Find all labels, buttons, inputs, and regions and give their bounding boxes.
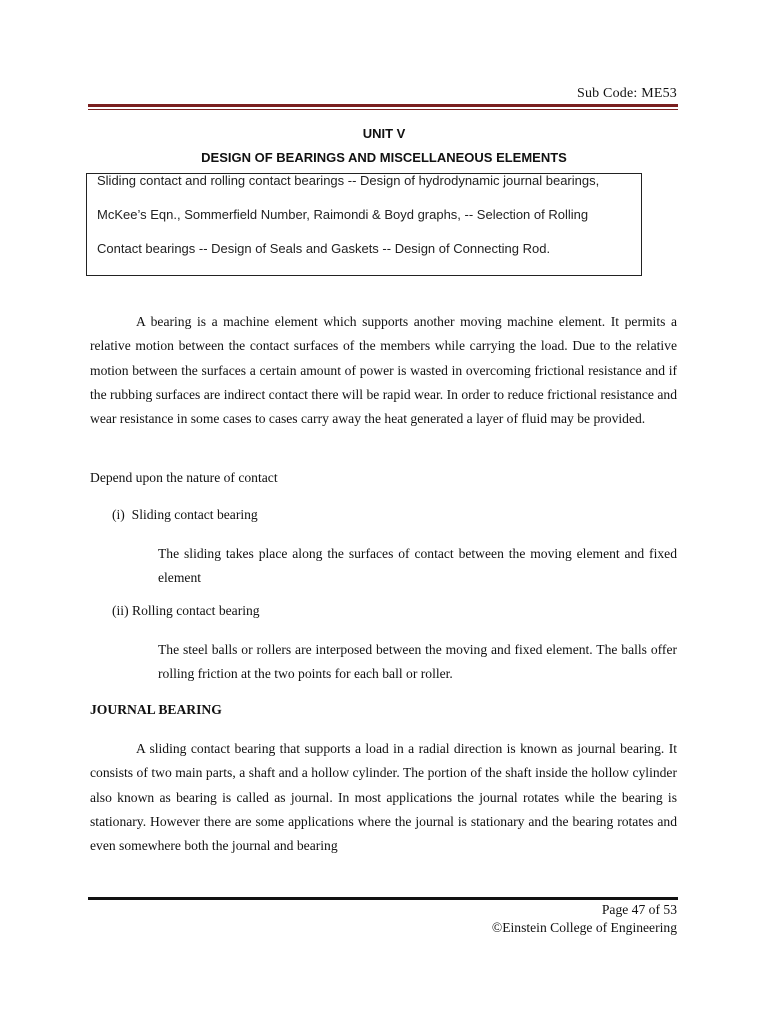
header-rule-thick — [88, 104, 678, 107]
unit-label: UNIT V — [362, 126, 406, 141]
list-item-label: (i) Sliding contact bearing — [112, 507, 258, 522]
list-item-description: The steel balls or rollers are interposed between the moving and fixed element. The balls offer rolling friction at the two points for each ball or roller. — [158, 642, 677, 682]
header-rule-thin — [88, 109, 678, 110]
syllabus-line: Contact bearings -- Design of Seals and Gaskets -- Design of Connecting Rod. — [97, 241, 551, 256]
intro-text: A bearing is a machine element which supports another moving machine element. It permits a relative motion between the contact surfaces of the members while carrying the load. Due to the relative motion between the surfaces a certain amount of power is wasted in overcoming frictional resistance and if the rubbing surfaces are indirect contact there will be rapid wear. In order to reduce frictional resistance and wear resistance in some cases to cases carry away the heat generated a layer of fluid may be provided. — [90, 314, 677, 427]
syllabus-box — [86, 173, 642, 276]
unit-title: DESIGN OF BEARINGS AND MISCELLANEOUS ELEMENTS — [201, 150, 567, 165]
list-item-description: The sliding takes place along the surfaces of contact between the moving element and fixed element — [158, 546, 677, 586]
page-number: Page 47 of 53 — [601, 902, 677, 917]
list-item-label: (ii) Rolling contact bearing — [112, 603, 260, 618]
depend-text: Depend upon the nature of contact — [90, 470, 278, 485]
sub-code: Sub Code: ME53 — [576, 86, 677, 101]
section-heading: JOURNAL BEARING — [90, 702, 222, 717]
intro-paragraph — [90, 310, 677, 431]
journal-paragraph — [90, 737, 677, 858]
college-name: ©Einstein College of Engineering — [491, 920, 677, 935]
footer-rule — [88, 897, 678, 900]
syllabus-line: Sliding contact and rolling contact bearings -- Design of hydrodynamic journal bearings, — [97, 173, 600, 188]
journal-text: A sliding contact bearing that supports a load in a radial direction is known as journal bearing. It consists of two main parts, a shaft and a hollow cylinder. The portion of the shaft inside the hollow cylinder also known as bearing is called as journal. In most applications the journal rotates while the bearing is stationary. However there are some applications where the journal is stationary and the bearing rotates and even somewhere both the journal and bearing — [90, 741, 677, 854]
syllabus-line: McKee’s Eqn., Sommerfield Number, Raimondi & Boyd graphs, -- Selection of Rolling — [97, 207, 589, 222]
